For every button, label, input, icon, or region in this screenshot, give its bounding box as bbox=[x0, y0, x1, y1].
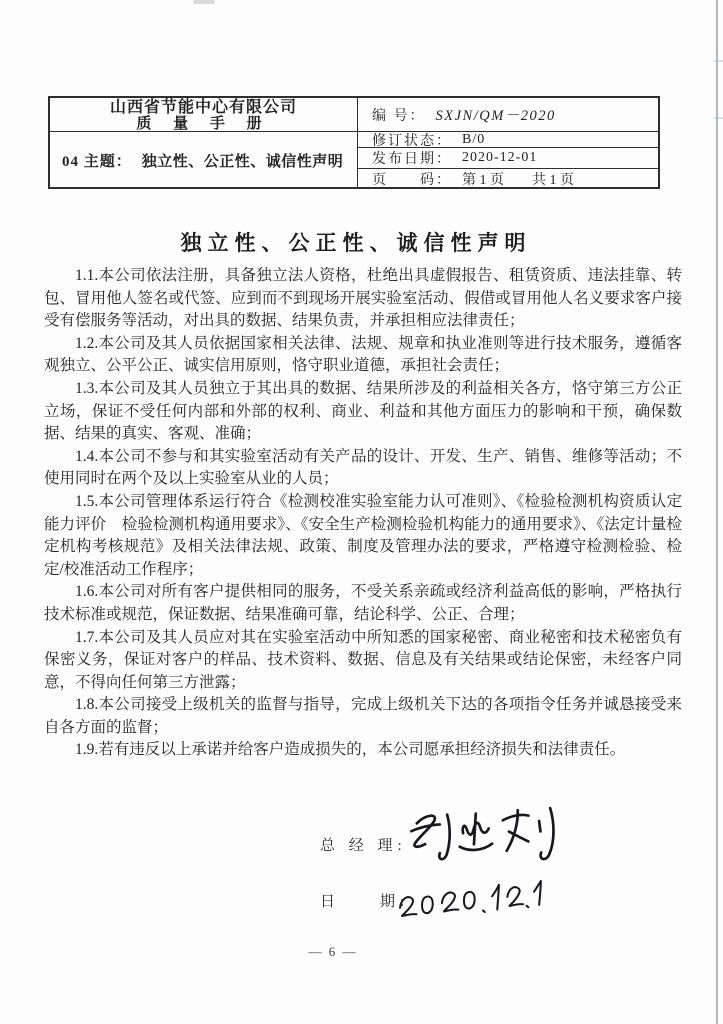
paragraph-1-5: 1.5.本公司管理体系运行符合《检测校准实验室能力认可准则》、《检验检测机构资质认定能力评价 检验检测机构通用要求》、《安全生产检测检验机构能力的通用要求》、《法定计量检定机构考核规范》及相关法律法规、政策、制度及管理办法的要求，严格遵守检测检验、检定/校准活动工作程序； bbox=[44, 492, 682, 578]
scan-page-edge bbox=[716, 0, 718, 1024]
issue-date-value: 2020-12-01 bbox=[462, 150, 538, 165]
manager-label: 总 经 理: bbox=[320, 838, 407, 854]
header-table-right-column bbox=[358, 98, 658, 189]
handwritten-date bbox=[398, 880, 548, 922]
manager-signature-row bbox=[320, 818, 660, 874]
page-number-value: 第 1 页 共 1 页 bbox=[462, 173, 574, 188]
doc-number-label: 编 号： bbox=[372, 108, 426, 124]
paragraph-1-3: 1.3.本公司及其人员独立于其出具的数据、结果所涉及的利益相关各方，恪守第三方公正立场，保证不受任何内部和外部的权利、商业、利益和其他方面压力的影响和干预，确保数据、结果的真实、客观、准确； bbox=[44, 379, 682, 443]
subject-value: 独立性、公正性、诚信性声明 bbox=[141, 154, 344, 170]
company-name: 山西省节能中心有限公司 bbox=[109, 99, 297, 116]
issue-date-row bbox=[358, 148, 658, 169]
revision-row bbox=[358, 132, 658, 148]
paragraph-1-2: 1.2.本公司及其人员依据国家相关法律、法规、规章和执业准则等进行技术服务，遵循客观独立、公平公正、诚实信用原则，恪守职业道德，承担社会责任； bbox=[44, 334, 682, 375]
page-number-label: 页 码： bbox=[372, 173, 452, 188]
date-strokes bbox=[399, 881, 543, 918]
declaration-body bbox=[44, 265, 682, 762]
page-number-row bbox=[358, 169, 658, 189]
document-title: 独立性、公正性、诚信性声明 bbox=[180, 231, 532, 255]
signature-block bbox=[320, 818, 660, 930]
paragraph-1-6: 1.6.本公司对所有客户提供相同的服务，不受关系亲疏或经济利益高低的影响，严格执行技术标准或规范，保证数据、结果准确可靠，结论科学、公正、合理； bbox=[44, 583, 682, 623]
paragraph-1-9: 1.9.若有违反以上承诺并给客户造成损失的，本公司愿承担经济损失和法律责任。 bbox=[75, 741, 626, 759]
revision-label: 修订状态： bbox=[372, 133, 452, 149]
scan-artifact bbox=[714, 60, 723, 62]
paragraph-1-7: 1.7.本公司及其人员应对其在实验室活动中所知悉的国家秘密、商业秘密和技术秘密负有保密义务，保证对客户的样品、技术资料、数据、信息及有关结果或结论保密，未经客户同意，不得向任何第三方泄露； bbox=[44, 628, 682, 691]
manager-signature-handwriting bbox=[404, 806, 576, 870]
scan-artifact bbox=[714, 117, 723, 119]
date-label: 日 期: bbox=[320, 894, 410, 910]
revision-value: B/0 bbox=[462, 131, 486, 147]
paragraph-1-4: 1.4.本公司不参与和其实验室活动有关产品的设计、开发、生产、销售、维修等活动；不使用同时在两个及以上实验室从业的人员； bbox=[44, 447, 682, 488]
subject-label: 04 主题： bbox=[62, 154, 132, 170]
scan-smudge bbox=[193, 0, 215, 4]
header-table-left-column bbox=[50, 98, 358, 189]
paragraph-1-8: 1.8.本公司接受上级机关的监督与指导，完成上级机关下达的各项指令任务并诚恳接受来自各方面的监督； bbox=[44, 696, 682, 736]
date-signature-row bbox=[320, 874, 660, 930]
doc-number-row bbox=[358, 98, 658, 132]
header-table bbox=[48, 96, 660, 189]
company-cell bbox=[50, 98, 357, 132]
signature-strokes bbox=[411, 808, 555, 864]
manual-title: 质 量 手 册 bbox=[136, 116, 271, 132]
subject-cell bbox=[50, 132, 357, 189]
paragraph-1-1: 1.1.本公司依法注册，具备独立法人资格，杜绝出具虚假报告、租赁资质、违法挂靠、转包、冒用他人签名或代签、应到而不到现场开展实验室活动、假借或冒用他人名义要求客户接受有偿服务等活动，对出具的数据、结果负责，并承担相应法律责任； bbox=[44, 267, 682, 330]
footer-page-number: — 6 — bbox=[308, 944, 358, 959]
doc-number-value: SXJN/QM－2020 bbox=[435, 108, 556, 124]
issue-date-label: 发布日期： bbox=[372, 152, 452, 167]
